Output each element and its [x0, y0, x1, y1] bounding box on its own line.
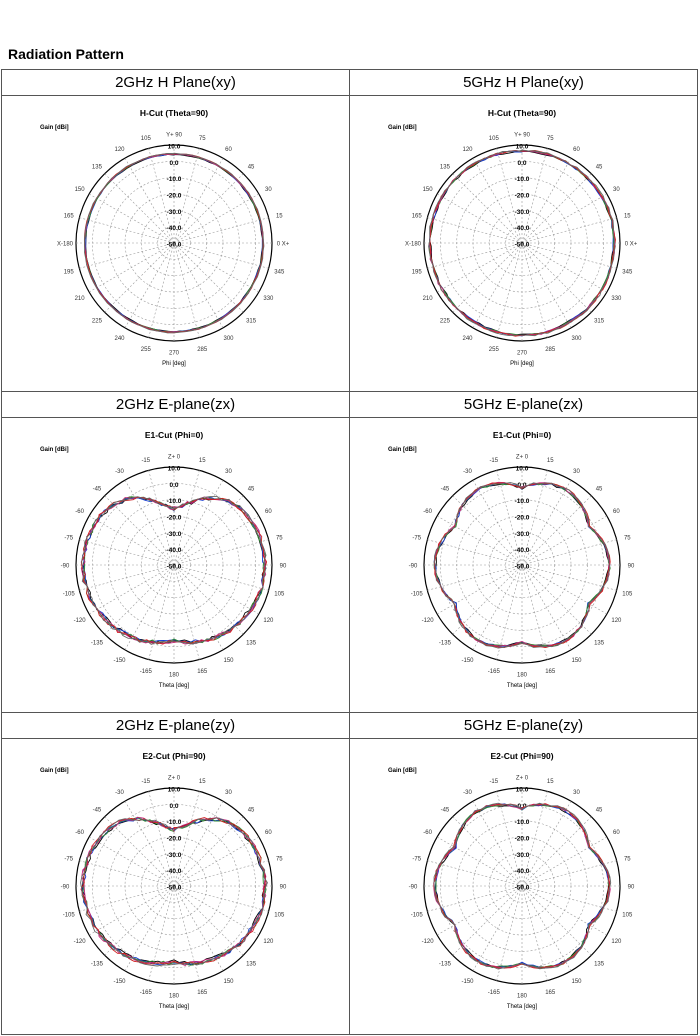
radial-tick-label: -20.0 [514, 835, 530, 843]
chart-cell-2ghz-e-plane-zx [2, 417, 350, 712]
angle-tick-label: -15 [489, 458, 499, 465]
angle-tick-label: 120 [611, 617, 622, 624]
angle-tick-label: -105 [62, 913, 75, 920]
radial-tick-label: 10.0 [515, 465, 529, 473]
chart-cell-5ghz-e-plane-zy [350, 739, 698, 1035]
angle-tick-label: -105 [410, 591, 423, 598]
chart-cell-2ghz-h-plane [2, 96, 350, 391]
radial-tick-label: -30.0 [166, 209, 182, 217]
polar-chart-2ghz-e-plane-zy [2, 739, 349, 1031]
angle-tick-label: 60 [265, 508, 272, 515]
angle-tick-label: 120 [263, 617, 274, 624]
grid-spoke [105, 565, 174, 634]
angle-tick-label: 75 [198, 136, 206, 143]
grid-spoke [522, 243, 547, 338]
angle-tick-label: 75 [275, 856, 283, 863]
grid-spoke [522, 837, 607, 886]
angle-tick-label: -120 [421, 939, 434, 946]
angle-tick-label: 15 [623, 213, 631, 220]
angle-tick-label: 165 [545, 990, 556, 997]
angle-tick-label: -105 [62, 591, 75, 598]
grid-spoke [89, 886, 174, 935]
header-5ghz-e-plane-zx: 5GHz E-plane(zx) [350, 391, 698, 417]
angle-tick-label: -45 [440, 807, 450, 814]
angle-tick-label: 135 [246, 962, 257, 969]
angle-tick-label: -120 [421, 617, 434, 624]
radial-tick-label: -10.0 [514, 176, 530, 184]
chart-title: H-Cut (Theta=90) [139, 108, 209, 119]
angle-tick-label: 75 [546, 136, 554, 143]
angle-tick-label: -75 [64, 856, 74, 863]
chart-title: E1-Cut (Phi=0) [492, 429, 552, 440]
angle-tick-label: 150 [571, 657, 582, 664]
angle-tick-label: 105 [274, 913, 285, 920]
header-2ghz-e-plane-zy: 2GHz E-plane(zy) [2, 713, 350, 739]
angle-tick-label: 90 [279, 563, 287, 570]
grid-spoke [522, 565, 607, 614]
angle-tick-label: -150 [113, 657, 126, 664]
angle-tick-label: -15 [141, 779, 151, 786]
angle-tick-label: 195 [411, 269, 422, 276]
angle-tick-label: -45 [92, 807, 102, 814]
angle-tick-label: 300 [571, 336, 582, 343]
angle-tick-label: -120 [73, 617, 86, 624]
grid-spoke [473, 243, 522, 328]
angle-tick-label: 15 [546, 458, 554, 465]
grid-spoke [79, 886, 174, 911]
grid-spoke [522, 243, 571, 328]
radial-tick-label: -40.0 [166, 225, 182, 233]
angle-tick-label: -105 [410, 913, 423, 920]
angle-tick-label: 30 [613, 187, 620, 194]
grid-spoke [522, 565, 591, 634]
angle-tick-label: 60 [613, 830, 620, 837]
grid-spoke [105, 886, 174, 955]
angle-tick-label: 60 [225, 147, 232, 154]
polar-chart-5ghz-e-plane-zy [350, 739, 697, 1031]
radial-axis-label: Gain [dBi] [388, 125, 417, 132]
radial-axis-label: Gain [dBi] [40, 768, 69, 775]
angle-tick-label: 210 [74, 296, 85, 303]
angle-tick-label: -135 [438, 640, 451, 647]
angle-tick-label: 30 [225, 468, 232, 475]
header-5ghz-h-plane: 5GHz H Plane(xy) [350, 70, 698, 96]
angle-tick-label: -150 [113, 979, 126, 986]
angle-axis-label: Theta [deg] [506, 1004, 538, 1011]
angle-tick-label: -45 [440, 486, 450, 493]
radial-tick-label: -20.0 [166, 514, 182, 522]
radial-tick-label: -40.0 [166, 868, 182, 876]
angle-tick-label: -120 [73, 939, 86, 946]
angle-tick-label: 120 [263, 939, 274, 946]
angle-tick-label: -30 [115, 790, 124, 797]
grid-spoke [522, 886, 571, 971]
angle-tick-label: -60 [423, 830, 432, 837]
angle-tick-label: 45 [595, 164, 603, 171]
grid-spoke [89, 194, 174, 243]
radial-tick-label: 0.0 [517, 481, 527, 489]
radial-tick-label: 10.0 [167, 143, 181, 151]
angle-tick-label: Z+ 0 [515, 454, 529, 461]
angle-tick-label: -30 [115, 468, 124, 475]
angle-tick-label: 105 [140, 136, 151, 143]
grid-spoke [174, 539, 269, 564]
angle-tick-label: 60 [573, 147, 580, 154]
angle-tick-label: -150 [461, 657, 474, 664]
radial-tick-label: -40.0 [514, 547, 530, 555]
radial-tick-label: -50.0 [514, 563, 530, 571]
angle-tick-label: 180 [168, 993, 180, 1000]
grid-spoke [473, 886, 522, 971]
grid-spoke [522, 243, 607, 292]
angle-tick-label: 15 [546, 779, 554, 786]
angle-tick-label: 0 X+ [276, 241, 290, 248]
angle-tick-label: -90 [408, 563, 418, 570]
angle-tick-label: 255 [140, 346, 151, 353]
angle-tick-label: 30 [265, 187, 272, 194]
chart-title: E2-Cut (Phi=90) [142, 751, 206, 762]
angle-tick-label: 135 [91, 164, 102, 171]
angle-tick-label: -60 [75, 508, 84, 515]
angle-tick-label: 15 [198, 458, 206, 465]
angle-tick-label: 165 [545, 668, 556, 675]
grid-spoke [453, 817, 522, 886]
angle-tick-label: 30 [573, 468, 580, 475]
grid-spoke [174, 243, 243, 312]
grid-spoke [522, 886, 607, 935]
grid-spoke [105, 174, 174, 243]
angle-tick-label: 180 [516, 993, 528, 1000]
radial-tick-label: 10.0 [167, 465, 181, 473]
polar-chart-2ghz-h-plane [2, 96, 349, 388]
angle-tick-label: 150 [223, 657, 234, 664]
radial-axis-label: Gain [dBi] [40, 446, 69, 453]
grid-spoke [174, 837, 259, 886]
angle-tick-label: 300 [223, 336, 234, 343]
grid-spoke [174, 886, 199, 981]
radial-tick-label: 0.0 [169, 803, 179, 811]
grid-spoke [174, 243, 223, 328]
radiation-pattern-table [1, 69, 698, 1035]
radial-tick-label: -30.0 [166, 530, 182, 538]
grid-spoke [174, 886, 259, 935]
angle-tick-label: 90 [627, 884, 635, 891]
angle-tick-label: 135 [439, 164, 450, 171]
angle-tick-label: Z+ 0 [167, 454, 181, 461]
grid-spoke [427, 243, 522, 268]
radial-tick-label: -10.0 [514, 498, 530, 506]
radial-axis-label: Gain [dBi] [388, 768, 417, 775]
radial-tick-label: -20.0 [514, 192, 530, 200]
angle-tick-label: -60 [423, 508, 432, 515]
angle-tick-label: -15 [141, 458, 151, 465]
polar-chart-5ghz-h-plane [350, 96, 697, 388]
radial-tick-label: -10.0 [514, 819, 530, 827]
angle-tick-label: 150 [223, 979, 234, 986]
grid-spoke [522, 218, 617, 243]
angle-tick-label: 105 [622, 913, 633, 920]
radial-tick-label: -20.0 [514, 514, 530, 522]
radial-axis-label: Gain [dBi] [40, 125, 69, 132]
angle-tick-label: 45 [247, 807, 255, 814]
grid-spoke [522, 565, 571, 650]
grid-spoke [174, 516, 259, 565]
angle-tick-label: -165 [487, 668, 500, 675]
radial-tick-label: -30.0 [514, 852, 530, 860]
grid-spoke [174, 886, 243, 955]
grid-spoke [453, 243, 522, 312]
angle-tick-label: 45 [595, 486, 603, 493]
chart-title: E1-Cut (Phi=0) [144, 429, 204, 440]
angle-tick-label: 285 [197, 346, 208, 353]
grid-spoke [125, 565, 174, 650]
angle-tick-label: -45 [92, 486, 102, 493]
angle-tick-label: 255 [488, 346, 499, 353]
radial-tick-label: 0.0 [517, 803, 527, 811]
angle-tick-label: -165 [487, 990, 500, 997]
angle-axis-label: Theta [deg] [506, 682, 538, 689]
grid-spoke [125, 243, 174, 328]
angle-tick-label: 75 [623, 856, 631, 863]
angle-tick-label: 225 [439, 318, 450, 325]
header-2ghz-h-plane: 2GHz H Plane(xy) [2, 70, 350, 96]
radial-tick-label: 10.0 [515, 143, 529, 151]
chart-title: E2-Cut (Phi=90) [490, 751, 554, 762]
angle-tick-label: 60 [265, 830, 272, 837]
grid-spoke [522, 174, 591, 243]
radial-tick-label: -50.0 [166, 563, 182, 571]
header-2ghz-e-plane-zx: 2GHz E-plane(zx) [2, 391, 350, 417]
radial-tick-label: -50.0 [514, 241, 530, 249]
radial-tick-label: -40.0 [166, 547, 182, 555]
angle-tick-label: Z+ 0 [515, 775, 529, 782]
grid-spoke [174, 174, 243, 243]
angle-tick-label: -15 [489, 779, 499, 786]
angle-tick-label: 345 [622, 269, 633, 276]
angle-tick-label: Y+ 90 [166, 132, 182, 139]
grid-spoke [89, 243, 174, 292]
angle-tick-label: 15 [198, 779, 206, 786]
angle-tick-label: 120 [462, 147, 473, 154]
polar-chart-5ghz-e-plane-zx [350, 418, 697, 710]
angle-tick-label: 135 [594, 962, 605, 969]
grid-spoke [522, 886, 591, 955]
angle-tick-label: -135 [438, 962, 451, 969]
angle-tick-label: X-180 [56, 241, 74, 248]
angle-tick-label: -30 [463, 468, 472, 475]
angle-tick-label: X-180 [404, 241, 422, 248]
angle-axis-label: Theta [deg] [158, 682, 190, 689]
angle-tick-label: 75 [623, 535, 631, 542]
angle-tick-label: 150 [422, 187, 433, 194]
radial-tick-label: -10.0 [166, 176, 182, 184]
angle-tick-label: Y+ 90 [514, 132, 530, 139]
grid-spoke [89, 565, 174, 614]
angle-tick-label: 330 [263, 296, 274, 303]
angle-tick-label: 120 [611, 939, 622, 946]
grid-spoke [522, 516, 607, 565]
angle-tick-label: 45 [247, 164, 255, 171]
radial-tick-label: -30.0 [514, 530, 530, 538]
angle-tick-label: -75 [64, 535, 74, 542]
radial-tick-label: 10.0 [515, 786, 529, 794]
radial-tick-label: -20.0 [166, 192, 182, 200]
angle-tick-label: 240 [114, 336, 125, 343]
radial-tick-label: -20.0 [166, 835, 182, 843]
angle-tick-label: 150 [571, 979, 582, 986]
grid-spoke [453, 174, 522, 243]
grid-spoke [473, 565, 522, 650]
angle-tick-label: -150 [461, 979, 474, 986]
chart-cell-5ghz-h-plane [350, 96, 698, 391]
radial-tick-label: -40.0 [514, 868, 530, 876]
radial-tick-label: -50.0 [166, 241, 182, 249]
grid-spoke [437, 243, 522, 292]
angle-tick-label: -30 [463, 790, 472, 797]
angle-tick-label: 135 [594, 640, 605, 647]
grid-spoke [174, 218, 269, 243]
angle-tick-label: 210 [422, 296, 433, 303]
angle-tick-label: 315 [246, 318, 257, 325]
angle-tick-label: 270 [516, 350, 528, 357]
radial-tick-label: 0.0 [169, 481, 179, 489]
angle-tick-label: 120 [114, 147, 125, 154]
angle-tick-label: 105 [622, 591, 633, 598]
angle-tick-label: 180 [168, 672, 180, 679]
radial-tick-label: -50.0 [514, 884, 530, 892]
radial-tick-label: -30.0 [166, 852, 182, 860]
polar-chart-2ghz-e-plane-zx [2, 418, 349, 710]
angle-tick-label: 150 [74, 187, 85, 194]
angle-tick-label: -90 [60, 884, 70, 891]
angle-tick-label: 30 [573, 790, 580, 797]
angle-tick-label: 270 [168, 350, 180, 357]
grid-spoke [522, 243, 591, 312]
grid-spoke [437, 194, 522, 243]
angle-tick-label: 90 [279, 884, 287, 891]
angle-tick-label: 30 [225, 790, 232, 797]
angle-tick-label: -75 [412, 856, 422, 863]
angle-tick-label: 165 [411, 213, 422, 220]
page-title: Radiation Pattern [8, 46, 124, 62]
angle-tick-label: Z+ 0 [167, 775, 181, 782]
grid-spoke [89, 516, 174, 565]
grid-spoke [437, 565, 522, 614]
grid-spoke [174, 565, 199, 660]
grid-spoke [174, 243, 199, 338]
grid-spoke [437, 837, 522, 886]
grid-spoke [79, 243, 174, 268]
chart-title: H-Cut (Theta=90) [487, 108, 557, 119]
angle-tick-label: 345 [274, 269, 285, 276]
angle-axis-label: Phi [deg] [162, 361, 186, 368]
grid-spoke [174, 243, 259, 292]
angle-tick-label: -165 [139, 668, 152, 675]
angle-axis-label: Phi [deg] [510, 361, 534, 368]
grid-spoke [437, 516, 522, 565]
angle-tick-label: 105 [274, 591, 285, 598]
angle-tick-label: 315 [594, 318, 605, 325]
angle-tick-label: 330 [611, 296, 622, 303]
grid-spoke [174, 565, 243, 634]
angle-axis-label: Theta [deg] [158, 1004, 190, 1011]
angle-tick-label: -90 [408, 884, 418, 891]
grid-spoke [437, 886, 522, 935]
angle-tick-label: -135 [90, 640, 103, 647]
radial-tick-label: -10.0 [166, 819, 182, 827]
angle-tick-label: 225 [91, 318, 102, 325]
angle-tick-label: 180 [516, 672, 528, 679]
header-5ghz-e-plane-zy: 5GHz E-plane(zy) [350, 713, 698, 739]
angle-tick-label: -135 [90, 962, 103, 969]
radial-tick-label: -30.0 [514, 209, 530, 217]
grid-spoke [89, 837, 174, 886]
angle-tick-label: 105 [488, 136, 499, 143]
chart-cell-5ghz-e-plane-zx [350, 417, 698, 712]
angle-tick-label: 45 [247, 486, 255, 493]
grid-spoke [174, 565, 259, 614]
radial-tick-label: 10.0 [167, 786, 181, 794]
grid-spoke [522, 194, 607, 243]
angle-tick-label: -90 [60, 563, 70, 570]
angle-tick-label: 45 [595, 807, 603, 814]
angle-tick-label: 240 [462, 336, 473, 343]
radial-tick-label: -40.0 [514, 225, 530, 233]
angle-tick-label: 135 [246, 640, 257, 647]
angle-tick-label: -60 [75, 830, 84, 837]
radial-axis-label: Gain [dBi] [388, 446, 417, 453]
angle-tick-label: 195 [63, 269, 74, 276]
angle-tick-label: 165 [197, 990, 208, 997]
angle-tick-label: 0 X+ [624, 241, 638, 248]
grid-spoke [174, 194, 259, 243]
angle-tick-label: 75 [275, 535, 283, 542]
grid-spoke [174, 861, 269, 886]
angle-tick-label: 60 [613, 508, 620, 515]
angle-tick-label: -165 [139, 990, 152, 997]
chart-cell-2ghz-e-plane-zy [2, 739, 350, 1035]
radial-tick-label: 0.0 [517, 160, 527, 168]
grid-spoke [105, 243, 174, 312]
radial-tick-label: 0.0 [169, 160, 179, 168]
grid-spoke [79, 565, 174, 590]
angle-tick-label: 90 [627, 563, 635, 570]
radial-tick-label: -50.0 [166, 884, 182, 892]
angle-tick-label: 165 [197, 668, 208, 675]
angle-tick-label: 165 [63, 213, 74, 220]
angle-tick-label: 15 [275, 213, 283, 220]
radial-tick-label: -10.0 [166, 498, 182, 506]
angle-tick-label: 285 [545, 346, 556, 353]
angle-tick-label: -75 [412, 535, 422, 542]
